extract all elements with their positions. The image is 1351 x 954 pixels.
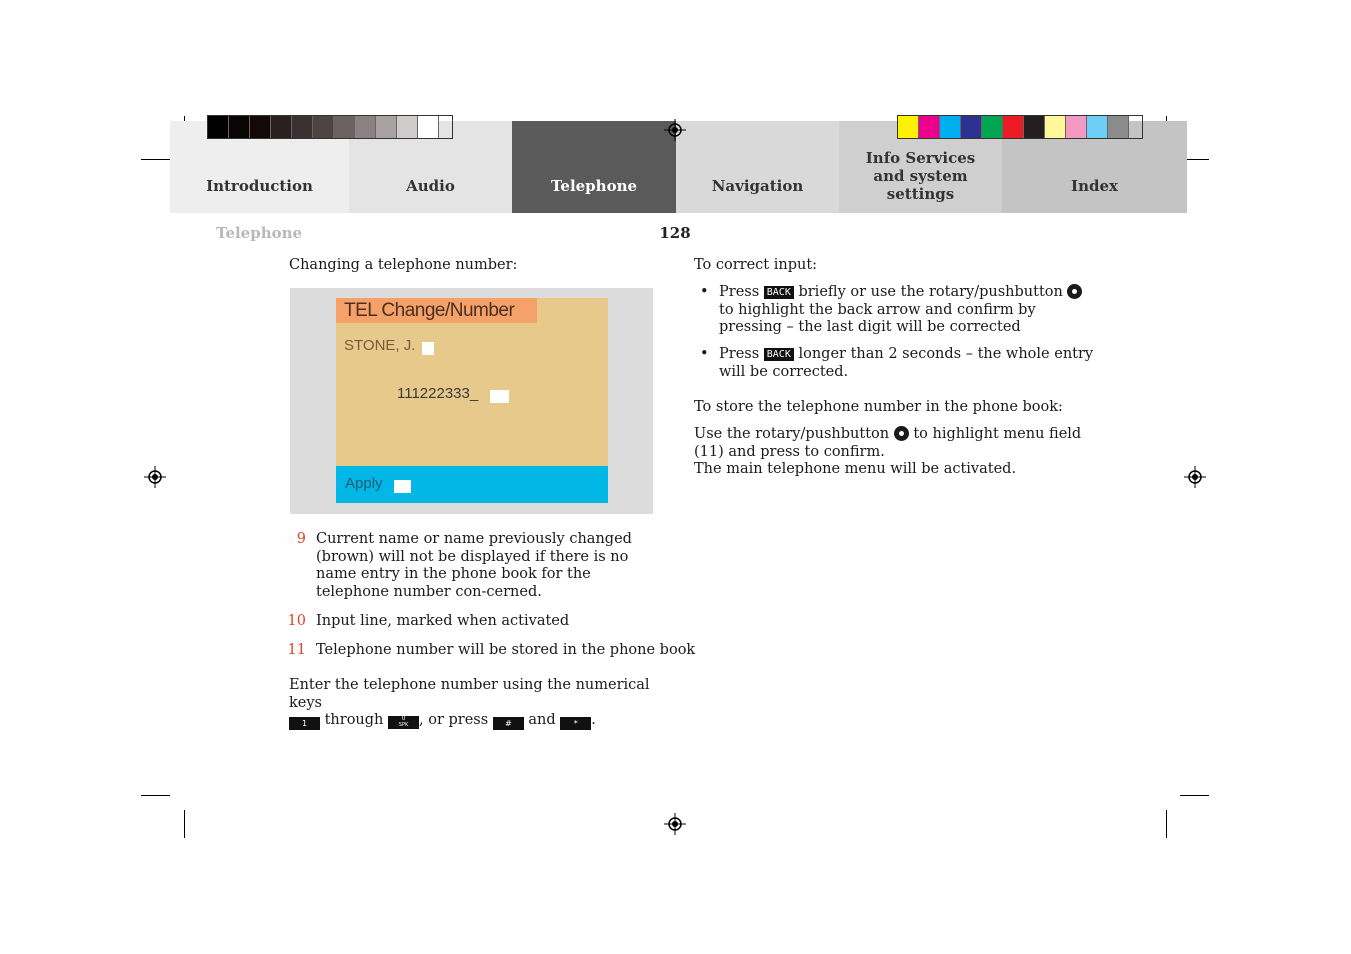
crop-mark: [1180, 795, 1209, 796]
color-swatch: [418, 116, 439, 138]
color-swatch: [1045, 116, 1066, 138]
color-swatch: [940, 116, 961, 138]
registration-mark-icon: [664, 119, 686, 141]
crop-mark: [184, 810, 185, 838]
key-0-icon: [388, 716, 419, 729]
item-number: 9: [296, 531, 306, 547]
color-swatch: [898, 116, 919, 138]
through-text: through: [324, 712, 384, 728]
color-swatch: [250, 116, 271, 138]
registration-mark-icon: [1184, 466, 1206, 488]
callout-marker: [394, 480, 411, 493]
display-apply: Apply: [345, 475, 383, 492]
press-text: Press: [719, 284, 760, 300]
tab-introduction[interactable]: Introduction: [170, 121, 349, 213]
color-bar: [897, 115, 1143, 139]
key-1-label: 1: [301, 719, 308, 728]
press-text: Press: [719, 346, 760, 362]
color-swatch: [397, 116, 418, 138]
key-star-label: *: [573, 719, 578, 728]
tab-navigation[interactable]: Navigation: [676, 121, 839, 213]
color-swatch: [961, 116, 982, 138]
key-hash-label: #: [504, 719, 512, 728]
store-heading: To store the telephone number in the phone book:: [694, 399, 1063, 415]
color-swatch: [334, 116, 355, 138]
color-swatch: [982, 116, 1003, 138]
key-1-icon: [289, 717, 320, 730]
use-line1a: Use the rotary/pushbutton: [694, 426, 890, 442]
callout-marker: [422, 342, 434, 355]
key-star-icon: [560, 717, 591, 730]
display-name: STONE, J.: [344, 337, 416, 354]
color-swatch: [355, 116, 376, 138]
tab-telephone[interactable]: Telephone: [512, 121, 676, 213]
color-swatch: [1087, 116, 1108, 138]
back-key-icon: BACK: [764, 286, 794, 299]
bullet-2-rest: longer than 2 seconds – the whole entry: [798, 346, 1094, 362]
bullet-1-line1: [719, 284, 1079, 302]
enter-instructions: [289, 677, 669, 730]
grayscale-bar: [207, 115, 453, 139]
item-text: Telephone number will be stored in the phone book: [316, 642, 696, 658]
left-heading: Changing a telephone number:: [289, 257, 518, 273]
color-swatch: [919, 116, 940, 138]
registration-mark-icon: [144, 466, 166, 488]
display-title: TEL Change/Number: [336, 298, 537, 323]
color-swatch: [1003, 116, 1024, 138]
tab-index[interactable]: Index: [1002, 121, 1187, 213]
bullet-2-text: [719, 346, 1094, 381]
item-number: 11: [287, 642, 306, 658]
enter-line2: [289, 712, 669, 730]
bullet-1-line3: pressing – the last digit will be corrected: [719, 319, 1021, 335]
callout-marker: [490, 390, 509, 403]
key-hash-icon: [493, 717, 524, 730]
bullet-1-line2: to highlight the back arrow and confirm by: [719, 301, 1036, 318]
key-0-sub: SPK: [398, 722, 409, 728]
color-swatch: [1024, 116, 1045, 138]
bullet-2-line1: [719, 346, 1094, 364]
color-swatch: [376, 116, 397, 138]
item-text: Input line, marked when activated: [316, 613, 570, 629]
display-number: 111222333_: [397, 385, 479, 402]
tab-info-services-label: Info Services and system settings: [865, 149, 976, 203]
color-swatch: [313, 116, 334, 138]
and-text: and: [528, 712, 556, 728]
color-swatch: [208, 116, 229, 138]
bullet-1-text: [719, 284, 1079, 337]
bullet-2-line2: will be corrected.: [719, 363, 849, 380]
bullet: •: [700, 346, 709, 362]
key-0-label: 0: [401, 715, 406, 722]
color-swatch: [271, 116, 292, 138]
enter-line1: Enter the telephone number using the numerical keys: [289, 677, 650, 711]
use-line1: [694, 426, 1082, 444]
or-press-text: , or press: [419, 712, 489, 728]
color-swatch: [229, 116, 250, 138]
crop-mark: [1166, 810, 1167, 838]
item-number: 10: [287, 613, 306, 629]
item-text: Current name or name previously changed (brown) will not be displayed if there is no name entry in the phone book for the telephone number con-cerned.: [316, 531, 632, 600]
color-swatch: [1066, 116, 1087, 138]
use-line3: The main telephone menu will be activated.: [694, 461, 1017, 477]
rotary-pushbutton-icon: [1067, 284, 1082, 299]
correct-heading: To correct input:: [694, 257, 818, 273]
section-label: Telephone: [216, 224, 303, 242]
color-swatch: [1108, 116, 1129, 138]
back-key-icon: BACK: [764, 348, 794, 361]
color-swatch: [292, 116, 313, 138]
use-line1b: to highlight menu field: [913, 426, 1082, 442]
use-line2: (11) and press to confirm.: [694, 443, 885, 460]
crop-mark: [141, 159, 170, 160]
tab-audio[interactable]: Audio: [349, 121, 512, 213]
registration-mark-icon: [664, 813, 686, 835]
period-text: .: [591, 712, 596, 728]
page-number: 128: [659, 224, 691, 242]
crop-mark: [141, 795, 170, 796]
bullet: •: [700, 284, 709, 300]
bullet-1-rest: briefly or use the rotary/pushbutton: [798, 284, 1063, 300]
use-instructions: [694, 426, 1082, 479]
rotary-pushbutton-icon: [894, 426, 909, 441]
